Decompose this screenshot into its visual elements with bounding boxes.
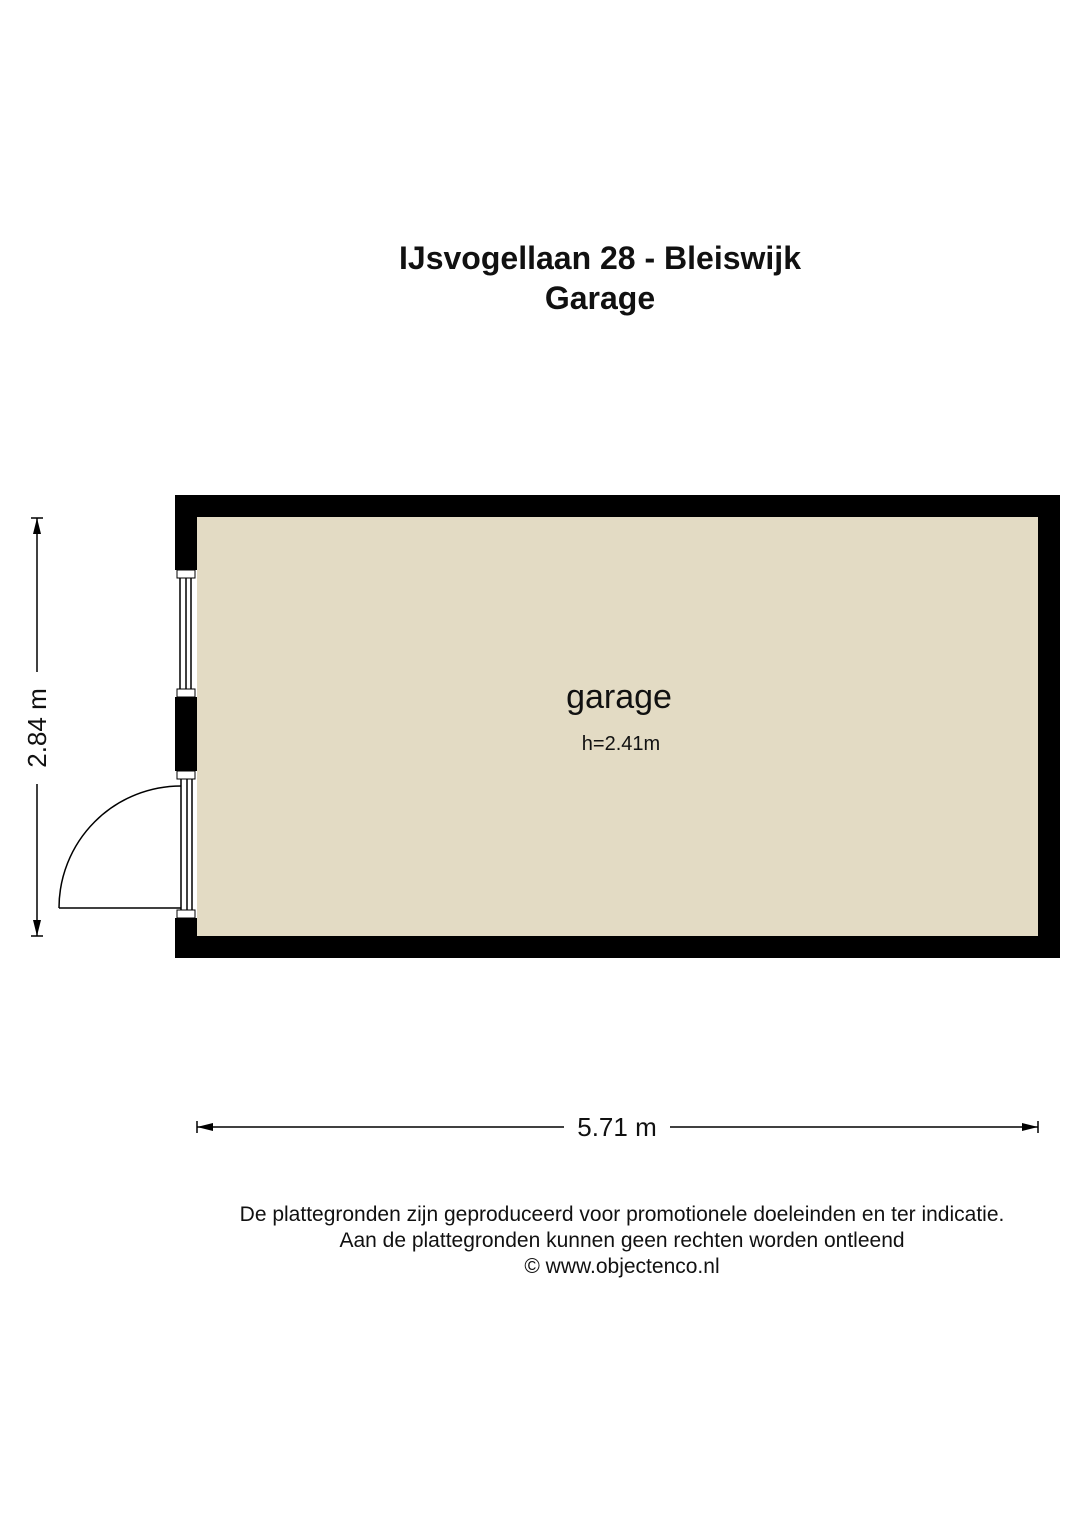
vertical-dimension-label: 2.84 m bbox=[22, 688, 52, 768]
disclaimer-line-1: De plattegronden zijn geproduceerd voor promotionele doeleinden en ter indicatie. bbox=[239, 1203, 1005, 1226]
floor-title: Garage bbox=[544, 280, 656, 316]
window bbox=[175, 570, 197, 697]
horizontal-dimension-label: 5.71 m bbox=[577, 1112, 657, 1142]
door-swing-arc bbox=[59, 786, 181, 908]
address-title: IJsvogellaan 28 - Bleiswijk bbox=[399, 240, 801, 276]
room-name: garage bbox=[566, 678, 672, 716]
room-height: h=2.41m bbox=[581, 733, 661, 755]
horizontal-dimension bbox=[197, 1112, 1038, 1142]
disclaimer bbox=[162, 1202, 1080, 1280]
garage-floor bbox=[197, 517, 1038, 936]
copyright-line: © www.objectenco.nl bbox=[524, 1255, 720, 1278]
vertical-dimension bbox=[22, 518, 52, 936]
disclaimer-line-2: Aan de plattegronden kunnen geen rechten worden ontleend bbox=[339, 1229, 905, 1252]
door bbox=[59, 771, 197, 918]
